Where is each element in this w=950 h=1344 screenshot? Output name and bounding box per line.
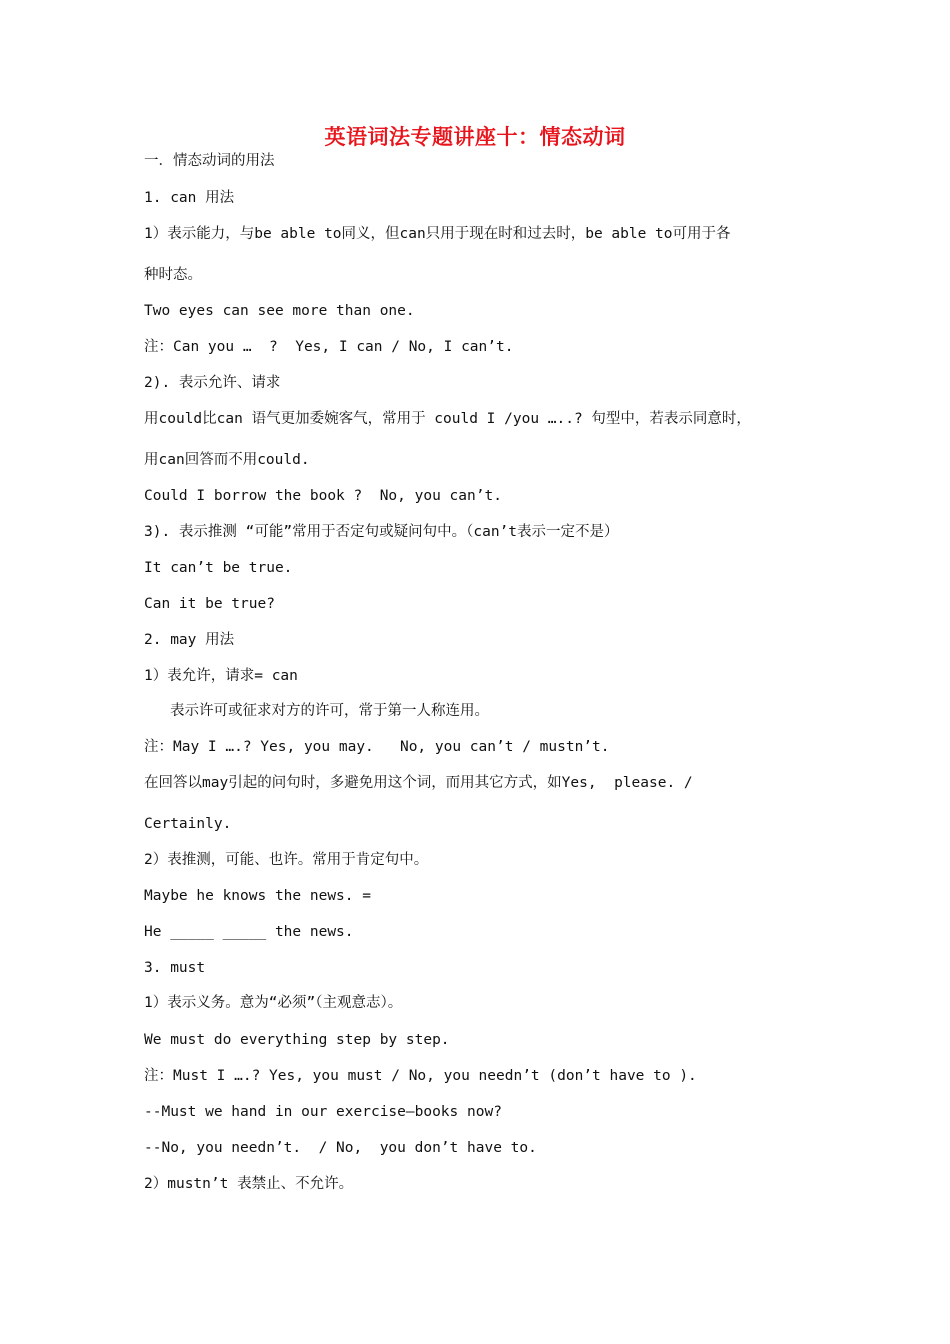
example-sentence: Two eyes can see more than one. [144, 303, 415, 319]
document-title: 英语词法专题讲座十：情态动词 [324, 124, 626, 149]
text-line: 1）表示义务。意为“必须”（主观意志）。 [144, 995, 403, 1011]
dialogue-line: --No, you needn’t. / No, you don’t have to. [144, 1140, 537, 1156]
note-line: 注：May I ….? Yes, you may. No, you can’t / mustn’t. [144, 739, 610, 755]
dialogue-line: --Must we hand in our exercise—books now? [144, 1104, 502, 1120]
text-line: 在回答以may引起的问句时，多避免用这个词，而用其它方式，如Yes, please. / [144, 775, 693, 791]
text-line: 表示许可或征求对方的许可，常于第一人称连用。 [170, 703, 489, 719]
text-line: 用can回答而不用could. [144, 452, 310, 468]
example-sentence: Maybe he knows the news. = [144, 888, 371, 904]
text-line: Certainly. [144, 816, 232, 832]
text-line: 2）mustn’t 表禁止、不允许。 [144, 1176, 354, 1192]
text-line: 1）表允许，请求= can [144, 668, 298, 684]
text-line: 1）表示能力，与be able to同义，但can只用于现在时和过去时，be able to可用于各 [144, 226, 731, 242]
note-line: 注：Can you … ? Yes, I can / No, I can’t. [144, 339, 514, 355]
example-sentence: Can it be true? [144, 596, 275, 612]
text-line: 2). 表示允许、请求 [144, 375, 281, 391]
subsection-heading: 2. may 用法 [144, 632, 235, 648]
text-line: 种时态。 [144, 267, 202, 283]
text-line: 3). 表示推测 “可能”常用于否定句或疑问句中。（can’t表示一定不是） [144, 524, 619, 540]
example-sentence: Could I borrow the book ? No, you can’t. [144, 488, 502, 504]
fill-in-blank-sentence: He _____ _____ the news. [144, 924, 354, 940]
section-heading: 一．情态动词的用法 [144, 153, 275, 169]
text-line: 2）表推测，可能、也许。常用于肯定句中。 [144, 852, 429, 868]
subsection-heading: 1. can 用法 [144, 190, 235, 206]
text-line: 用could比can 语气更加委婉客气，常用于 could I /you …..? 句型中，若表示同意时， [144, 411, 751, 427]
example-sentence: We must do everything step by step. [144, 1032, 450, 1048]
example-sentence: It can’t be true. [144, 560, 293, 576]
subsection-heading: 3. must [144, 960, 206, 976]
note-line: 注：Must I ….? Yes, you must / No, you needn’t (don’t have to ). [144, 1068, 697, 1084]
